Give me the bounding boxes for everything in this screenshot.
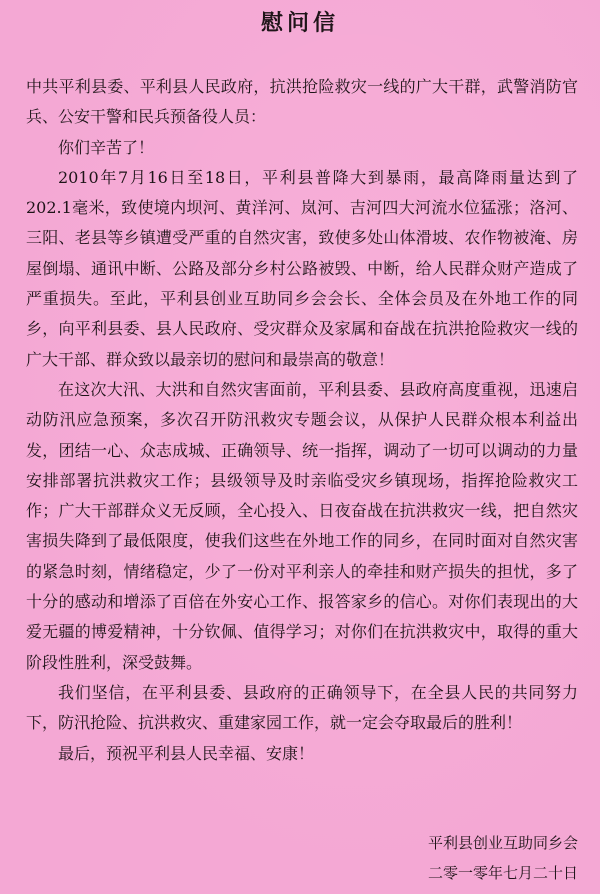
letter-title: 慰问信 bbox=[260, 10, 339, 36]
paragraph-belief: 我们坚信，在平利县委、县政府的正确领导下，在全县人民的共同努力下，防汛抢险、抗洪救灾、重建家园工作，就一定会夺取最后的胜利！ bbox=[26, 682, 578, 733]
signature-block bbox=[428, 828, 578, 888]
salutation: 中共平利县委、平利县人民政府，抗洪抢险救灾一线的广大干群，武警消防官兵、公安干警和民兵预备役人员： bbox=[26, 77, 578, 127]
paragraph-disaster-report: 2010年7月16日至18日，平利县普降大到暴雨，最高降雨量达到了202.1毫米，致使境内坝河、黄洋河、岚河、吉河四大河流水位猛涨；洛河、三阳、老县等乡镇遭受严重的自然灾害，致使多处山体滑坡、农作物被淹、房屋倒塌、通讯中断、公路及部分乡村公路被毁、中断，给人民群众财产造成了严重损失。至此，平利县创业互助同乡会会长、全体会员及在外地工作的同乡，向平利县委、县人民政府、受灾群众及家属和奋战在抗洪抢险救灾一线的广大干部、群众致以最亲切的慰问和最崇高的敬意！ bbox=[26, 167, 578, 369]
paragraph-closing: 最后，预祝平利县人民幸福、安康！ bbox=[58, 743, 315, 763]
signature-org: 平利县创业互助同乡会 bbox=[427, 834, 578, 852]
letter-body bbox=[26, 72, 578, 769]
paragraph-gratitude: 在这次大汛、大洪和自然灾害面前，平利县委、县政府高度重视，迅速启动防汛应急预案，多次召开防汛救灾专题会议，从保护人民群众根本利益出发，团结一心、众志成城、正确领导、统一指挥，调动了一切可以调动的力量安排部署抗洪救灾工作；县级领导及时亲临受灾乡镇现场，指挥抢险救灾工作；广大干部群众义无反顾，全心投入、日夜奋战在抗洪救灾一线，把自然灾害损失降到了最低限度，使我们这些在外地工作的同乡，在同时面对自然灾害的紧急时刻，情绪稳定，少了一份对平利亲人的牵挂和财产损失的担忧，多了十分的感动和增添了百倍在外安心工作、报答家乡的信心。对你们表现出的大爱无疆的博爱精神，十分钦佩、值得学习；对你们在抗洪救灾中，取得的重大阶段性胜利，深受鼓舞。 bbox=[26, 379, 578, 672]
signature-date: 二零一零年七月二十日 bbox=[427, 864, 578, 882]
greeting: 你们辛苦了！ bbox=[58, 137, 155, 157]
